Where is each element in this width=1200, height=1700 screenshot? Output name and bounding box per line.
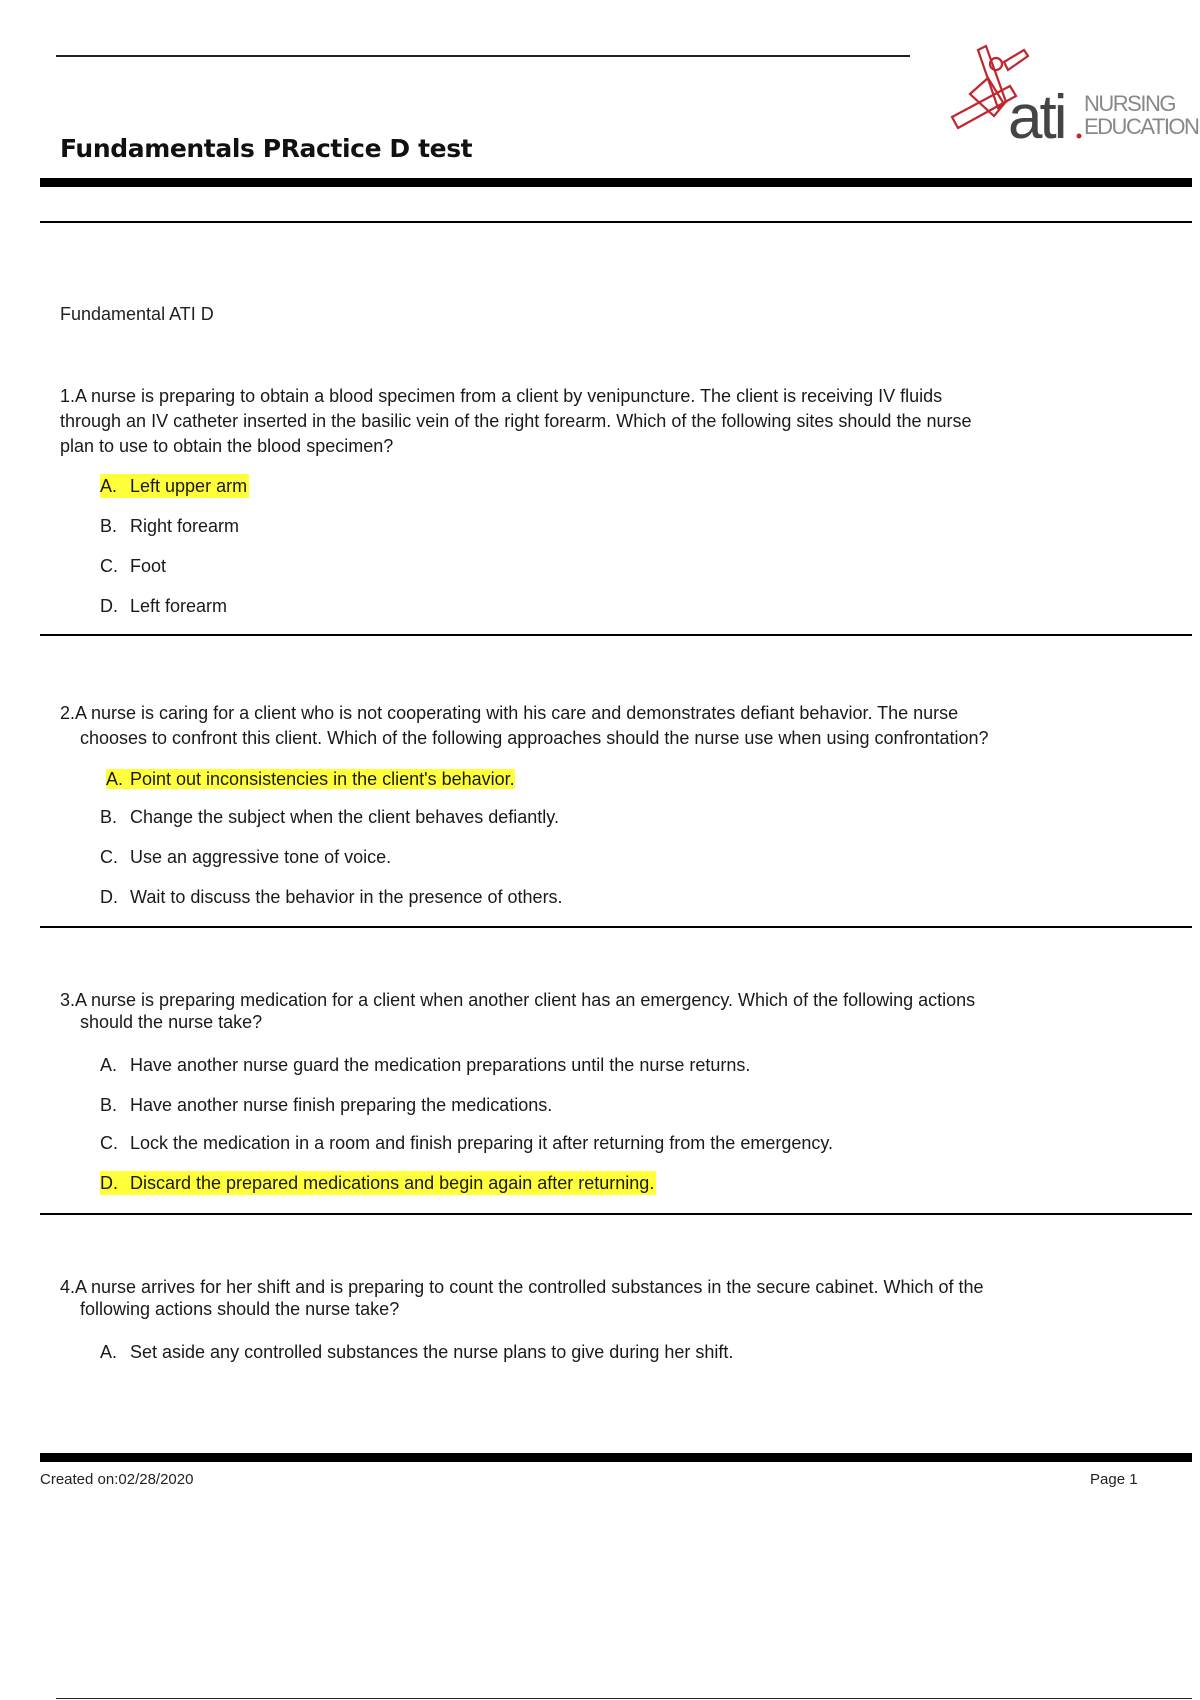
question-1-line-2: through an IV catheter inserted in the basilic vein of the right forearm. Which of the following sites should the nurse xyxy=(60,411,972,431)
bottom-rule xyxy=(56,1698,1192,1699)
question-1-divider xyxy=(40,634,1192,636)
question-1-option-a: A. Left upper arm xyxy=(100,476,248,496)
ati-logo-icon xyxy=(948,42,1199,152)
question-2-option-c: C. Use an aggressive tone of voice. xyxy=(100,847,392,867)
question-4-option-a: A. Set aside any controlled substances the nurse plans to give during her shift. xyxy=(100,1342,734,1362)
question-2-line-2: chooses to confront this client. Which of the following approaches should the nurse use when using confrontation? xyxy=(80,728,989,748)
question-1-line-1: 1.A nurse is preparing to obtain a blood specimen from a client by venipuncture. The client is receiving IV fluids xyxy=(60,386,943,406)
question-4-line-2: following actions should the nurse take? xyxy=(80,1299,400,1319)
question-2-stem xyxy=(60,701,1100,751)
question-1-line-3: plan to use to obtain the blood specimen? xyxy=(60,436,394,456)
question-4-stem xyxy=(60,1276,1100,1320)
question-3-line-2: should the nurse take? xyxy=(80,1012,263,1032)
question-2-option-b: B. Change the subject when the client behaves defiantly. xyxy=(100,807,559,827)
created-date: Created on:02/28/2020 xyxy=(40,1471,194,1488)
top-rule xyxy=(56,55,910,57)
header-thick-rule xyxy=(40,178,1192,187)
question-3-line-1: 3.A nurse is preparing medication for a client when another client has an emergency. Which of the following actions xyxy=(60,990,976,1010)
question-3-option-a: A. Have another nurse guard the medication preparations until the nurse returns. xyxy=(100,1055,751,1075)
question-2-option-d: D. Wait to discuss the behavior in the presence of others. xyxy=(100,887,563,907)
question-3-option-c: C. Lock the medication in a room and finish preparing it after returning from the emergency. xyxy=(100,1133,834,1153)
svg-text:ati: ati xyxy=(1008,83,1065,152)
question-2-divider xyxy=(40,926,1192,928)
question-1-option-b: B. Right forearm xyxy=(100,516,240,536)
question-3-stem xyxy=(60,989,1100,1033)
svg-text:EDUCATION: EDUCATION xyxy=(1084,114,1199,139)
header-thin-rule xyxy=(40,221,1192,223)
question-1-option-c: C. Foot xyxy=(100,556,167,576)
subtitle: Fundamental ATI D xyxy=(60,304,214,324)
question-4-line-1: 4.A nurse arrives for her shift and is preparing to count the controlled substances in the secure cabinet. Which of the xyxy=(60,1277,984,1297)
svg-text:NURSING: NURSING xyxy=(1084,91,1175,116)
question-1-stem xyxy=(60,384,1100,459)
question-1-option-d: D. Left forearm xyxy=(100,596,228,616)
page-number: Page 1 xyxy=(1090,1471,1138,1488)
question-3-option-b: B. Have another nurse finish preparing the medications. xyxy=(100,1095,553,1115)
document-title: Fundamentals PRactice D test xyxy=(60,134,473,163)
question-3-divider xyxy=(40,1213,1192,1215)
question-2-option-a: A. Point out inconsistencies in the client's behavior. xyxy=(106,769,515,789)
footer-thick-rule xyxy=(40,1453,1192,1462)
ati-logo xyxy=(948,42,1199,152)
question-3-option-d: D. Discard the prepared medications and begin again after returning. xyxy=(100,1173,655,1193)
question-2-line-1: 2.A nurse is caring for a client who is not cooperating with his care and demonstrates defiant behavior. The nurse xyxy=(60,703,959,723)
